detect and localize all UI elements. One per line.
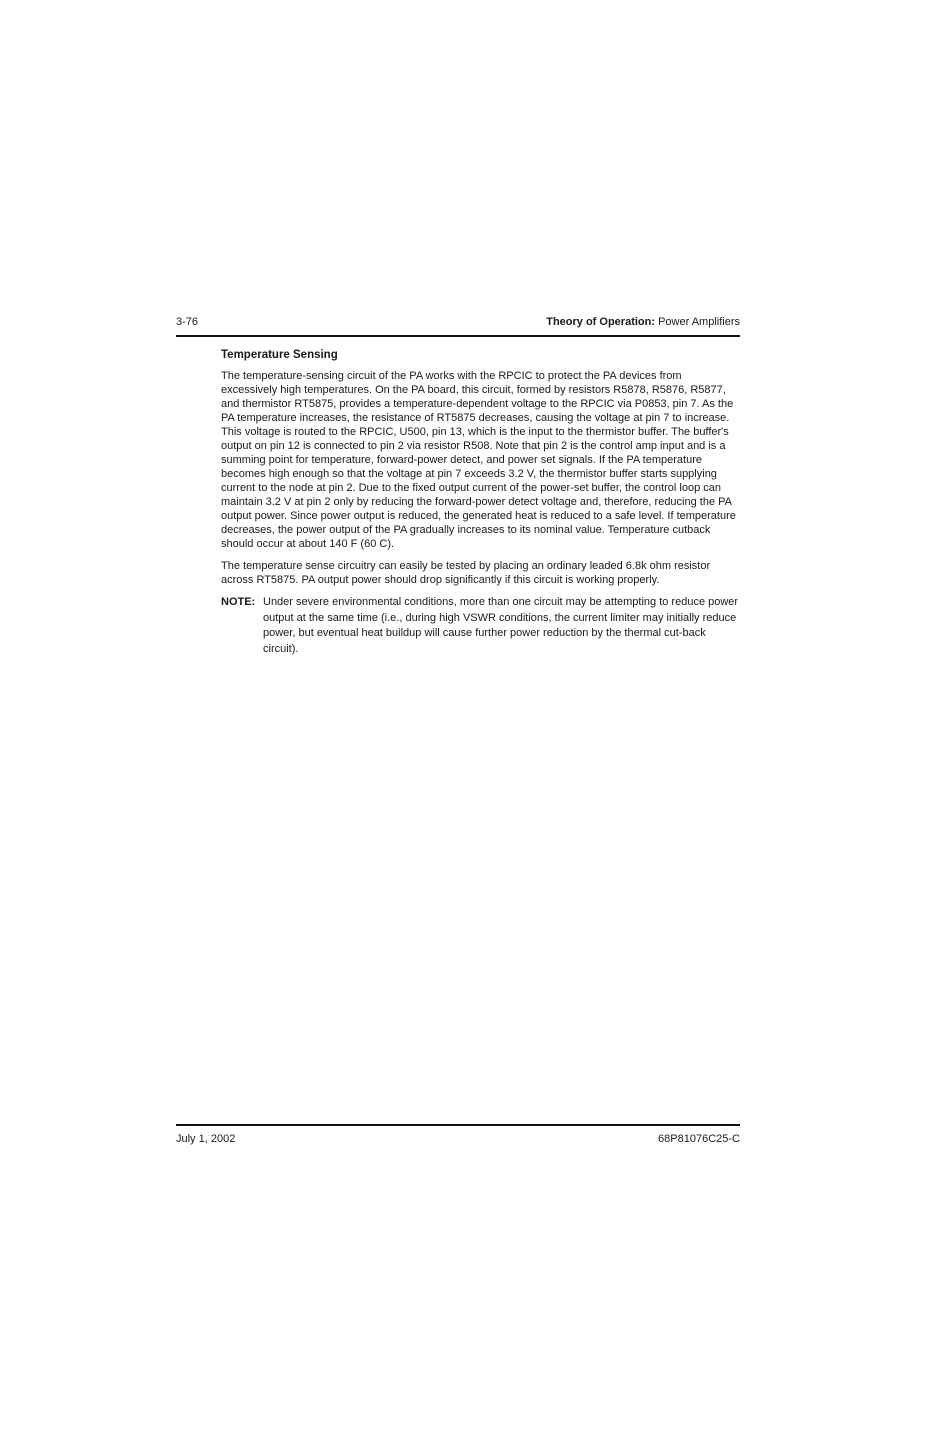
page-number: 3-76 bbox=[176, 316, 199, 328]
running-title-bold: Theory of Operation: bbox=[546, 316, 656, 328]
footer-rule bbox=[176, 1124, 740, 1126]
body-paragraph-2: The temperature sense circuitry can easily be tested by placing an ordinary leaded 6.8k ohm resistor across RT5875. PA output power should drop significantly if this circuit is working properly. bbox=[221, 560, 711, 586]
running-title bbox=[546, 316, 740, 328]
page-header bbox=[176, 316, 740, 336]
main-content bbox=[221, 348, 740, 657]
body-paragraph-1: The temperature-sensing circuit of the PA works with the RPCIC to protect the PA devices from excessively high temperatures. On the PA board, this circuit, formed by resistors R5878, R5876, R5877, and thermistor RT5875, provides a temperature-dependent voltage to the RPCIC via P0853, pin 7. As the PA temperature increases, the resistance of RT5875 decreases, causing the voltage at pin 7 to increase. This voltage is routed to the RPCIC, U500, pin 13, which is the input to the thermistor buffer. The buffer's output on pin 12 is connected to pin 2 via resistor R508. Note that pin 2 is the control amp input and is a summing point for temperature, forward-power detect, and power set signals. If the PA temperature becomes high enough so that the voltage at pin 7 exceeds 3.2 V, the thermistor buffer starts supplying current to the node at pin 2. Due to the fixed output current of the power-set buffer, the control loop can maintain 3.2 V at pin 2 only by reducing the forward-power detect voltage and, therefore, reducing the PA output power. Since power output is reduced, the generated heat is reduced to a safe level. If temperature decreases, the power output of the PA gradually increases to its nominal value. Temperature cutback should occur at about 140 F (60 C). bbox=[221, 370, 736, 550]
document-number: 68P81076C25-C bbox=[658, 1133, 740, 1145]
page-footer bbox=[176, 1133, 740, 1149]
footer-date: July 1, 2002 bbox=[176, 1133, 236, 1145]
note-label: NOTE: bbox=[221, 596, 256, 608]
running-title-rest: Power Amplifiers bbox=[658, 316, 740, 328]
note-text: Under severe environmental conditions, more than one circuit may be attempting to reduce power output at the same time (i.e., during high VSWR conditions, the current limiter may initially reduce power, but eventual heat buildup will cause further power reduction by the thermal cut-back circuit). bbox=[263, 596, 739, 655]
section-title: Temperature Sensing bbox=[221, 349, 338, 361]
header-rule bbox=[176, 335, 740, 337]
note-block bbox=[221, 595, 740, 657]
